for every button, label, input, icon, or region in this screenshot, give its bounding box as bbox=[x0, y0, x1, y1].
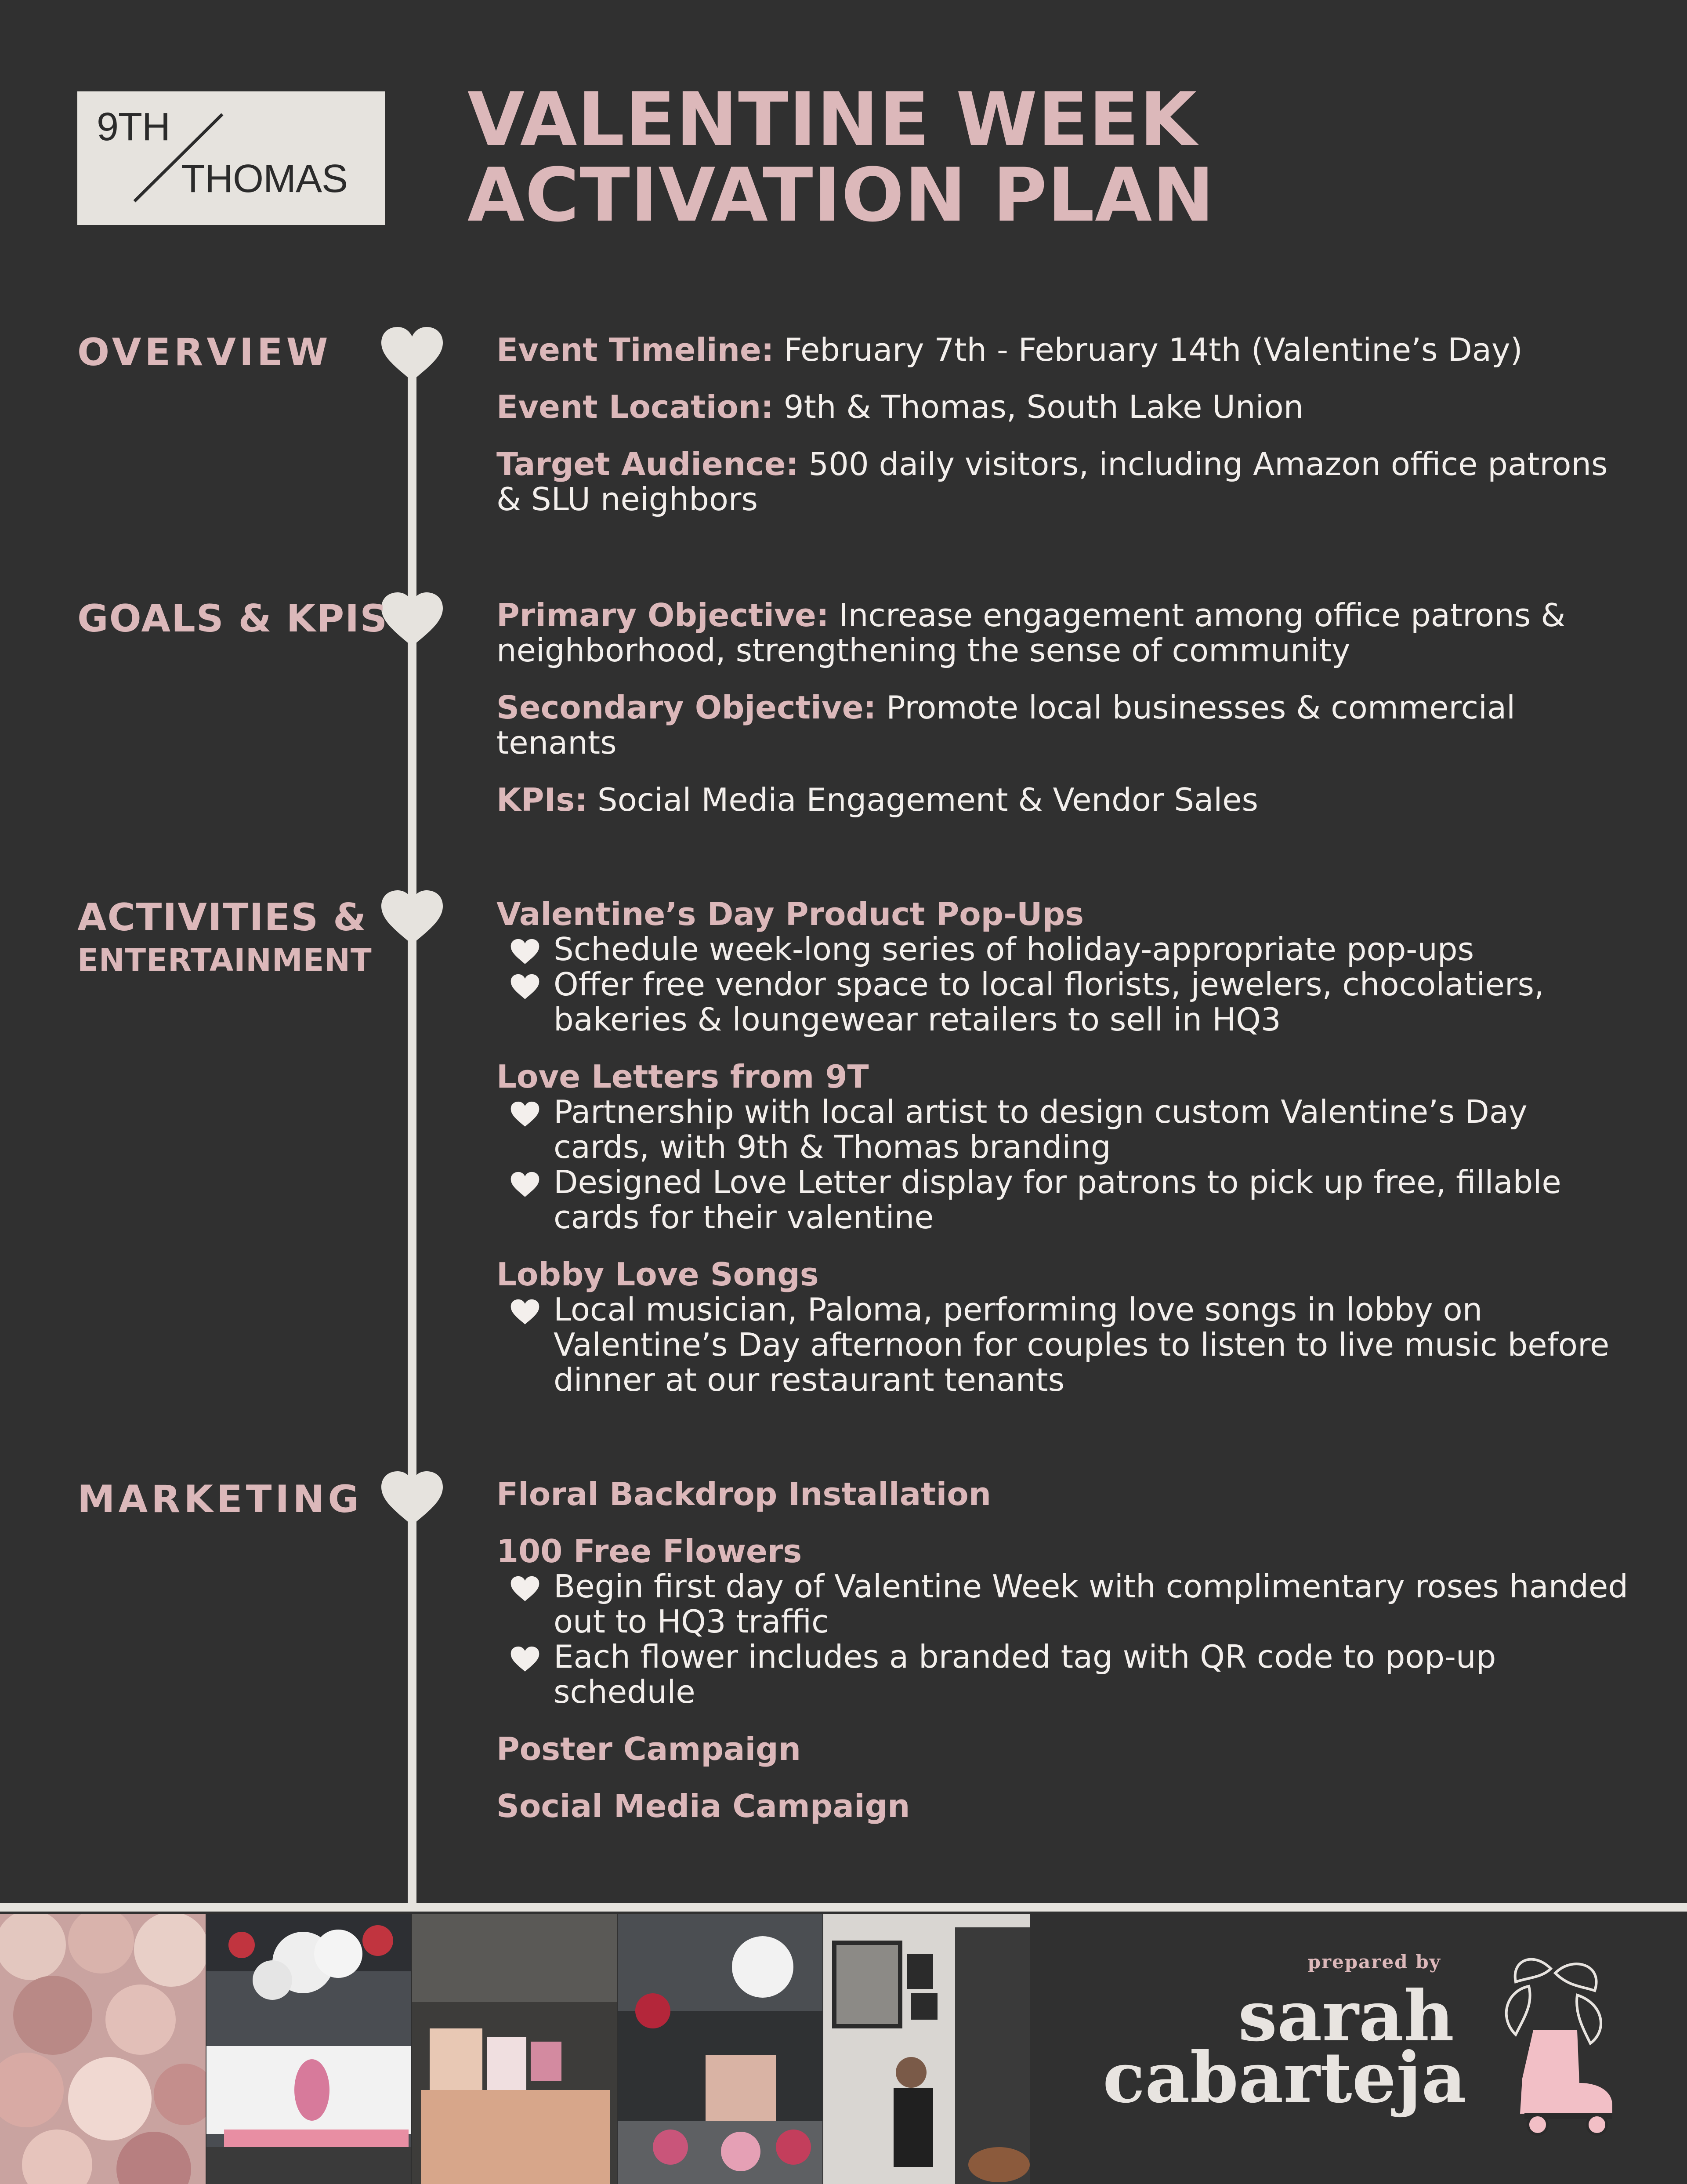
activities-content bbox=[496, 896, 1630, 1397]
footer-divider bbox=[0, 1903, 1687, 1912]
bullet-item: Offer free vendor space to local florists, jewelers, chocolatiers, bakeries & loungewear retailers to sell in HQ3 bbox=[496, 967, 1630, 1037]
heart-bullet-icon bbox=[510, 1101, 540, 1128]
bullet-item: Schedule week-long series of holiday-appropriate pop-ups bbox=[496, 932, 1630, 967]
title-line-2: ACTIVATION PLAN bbox=[467, 152, 1215, 238]
logo-line-2: THOMAS bbox=[181, 157, 348, 201]
goals-heading: GOALS & KPIS bbox=[77, 597, 388, 641]
bullet-item: Designed Love Letter display for patrons to pick up free, fillable cards for their valentine bbox=[496, 1165, 1630, 1235]
primary-objective: Primary Objective: Increase engagement among office patrons & neighborhood, strengthening the sense of community bbox=[496, 597, 1566, 669]
heart-bullet-icon bbox=[510, 1172, 540, 1198]
timeline-heart-icon bbox=[379, 889, 445, 947]
card-display-photo bbox=[412, 1914, 617, 2184]
author-name-line-1: sarah bbox=[1238, 1976, 1454, 2057]
timeline-heart-icon bbox=[379, 1470, 445, 1527]
marketing-item-floral: Floral Backdrop Installation bbox=[496, 1476, 991, 1513]
group-title: Love Letters from 9T bbox=[496, 1058, 869, 1095]
title-line-1: VALENTINE WEEK bbox=[467, 76, 1198, 163]
author-name-line-2: cabarteja bbox=[1103, 2037, 1466, 2119]
bullet-item: Each flower includes a branded tag with QR code to pop-up schedule bbox=[496, 1639, 1630, 1709]
bullet-item: Local musician, Paloma, performing love songs in lobby on Valentine’s Day afternoon for couples to listen to live music before dinner at our restaurant tenants bbox=[496, 1292, 1630, 1397]
overview-heading: OVERVIEW bbox=[77, 330, 332, 374]
heart-bullet-icon bbox=[510, 1299, 540, 1325]
heart-bullet-icon bbox=[510, 974, 540, 1000]
prepared-by-label: prepared by bbox=[1307, 1951, 1441, 1973]
timeline-heart-icon bbox=[379, 591, 445, 649]
signature-block bbox=[1103, 1951, 1466, 2119]
activities-heading-line-2: ENTERTAINMENT bbox=[77, 942, 372, 978]
kpis: KPIs: Social Media Engagement & Vendor Sales bbox=[496, 781, 1259, 818]
bullet-item: Begin first day of Valentine Week with complimentary roses handed out to HQ3 traffic bbox=[496, 1569, 1630, 1639]
marketing-item-poster: Poster Campaign bbox=[496, 1731, 801, 1767]
marketing-heading: MARKETING bbox=[77, 1477, 362, 1521]
event-location: Event Location: 9th & Thomas, South Lake Union bbox=[496, 388, 1304, 425]
overview-content bbox=[496, 332, 1630, 539]
marketing-content bbox=[496, 1477, 1630, 1824]
brand-logo bbox=[77, 91, 385, 225]
target-audience: Target Audience: 500 daily visitors, including Amazon office patrons & SLU neighbors bbox=[496, 446, 1608, 518]
timeline-line bbox=[408, 347, 416, 1905]
roller-skate-icon bbox=[1481, 1951, 1621, 2136]
heart-bullet-icon bbox=[510, 1646, 540, 1672]
page-title bbox=[467, 76, 1215, 238]
flower-stand-photo bbox=[618, 1914, 822, 2184]
logo-line-1: 9TH bbox=[97, 105, 170, 149]
bullet-item: Partnership with local artist to design custom Valentine’s Day cards, with 9th & Thomas branding bbox=[496, 1094, 1630, 1165]
group-title: Lobby Love Songs bbox=[496, 1256, 819, 1293]
activities-heading-line-1: ACTIVITIES & bbox=[77, 896, 367, 940]
goals-content bbox=[496, 598, 1630, 839]
marketing-item-social: Social Media Campaign bbox=[496, 1788, 910, 1825]
group-title: Valentine’s Day Product Pop-Ups bbox=[496, 896, 1084, 932]
roses-photo bbox=[0, 1914, 206, 2184]
secondary-objective: Secondary Objective: Promote local businesses & commercial tenants bbox=[496, 689, 1516, 761]
activities-heading bbox=[77, 896, 372, 978]
musician-photo bbox=[823, 1914, 1030, 2184]
heart-bullet-icon bbox=[510, 939, 540, 965]
heart-bullet-icon bbox=[510, 1576, 540, 1602]
event-timeline: Event Timeline: February 7th - February 14th (Valentine’s Day) bbox=[496, 331, 1523, 368]
marketing-item-flowers: 100 Free Flowers bbox=[496, 1533, 802, 1570]
balloon-backdrop-photo bbox=[206, 1914, 411, 2184]
timeline-heart-icon bbox=[379, 326, 445, 383]
